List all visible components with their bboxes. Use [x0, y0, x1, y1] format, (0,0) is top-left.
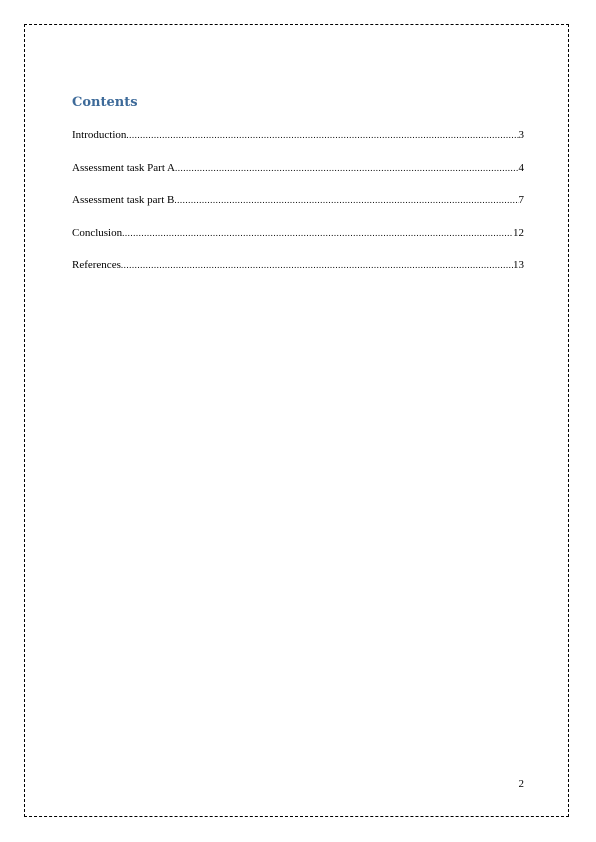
toc-leader-dots — [175, 160, 519, 176]
toc-entry-references[interactable] — [72, 257, 524, 273]
toc-entry-introduction[interactable] — [72, 127, 524, 143]
toc-entry-label: Assessment task Part A — [72, 161, 175, 174]
toc-entry-page: 7 — [518, 194, 524, 206]
toc-leader-dots — [126, 127, 518, 143]
toc-entry-assessment-part-a[interactable] — [72, 160, 524, 176]
toc-heading: Contents — [72, 95, 138, 110]
table-of-contents — [72, 127, 524, 290]
toc-leader-dots — [174, 192, 518, 208]
toc-entry-conclusion[interactable] — [72, 225, 524, 241]
toc-entry-label: Conclusion — [72, 226, 123, 239]
toc-entry-label: Assessment task part B — [72, 194, 175, 206]
toc-entry-label: References — [72, 259, 121, 271]
toc-leader-dots — [122, 225, 513, 241]
toc-entry-label: Introduction — [72, 129, 127, 141]
page-number: 2 — [518, 778, 524, 790]
toc-entry-page: 13 — [513, 259, 524, 271]
toc-leader-dots — [121, 257, 513, 273]
toc-entry-page: 12 — [513, 226, 524, 239]
toc-entry-assessment-part-b[interactable] — [72, 192, 524, 208]
toc-entry-page: 4 — [518, 161, 524, 174]
toc-entry-page: 3 — [518, 129, 524, 141]
